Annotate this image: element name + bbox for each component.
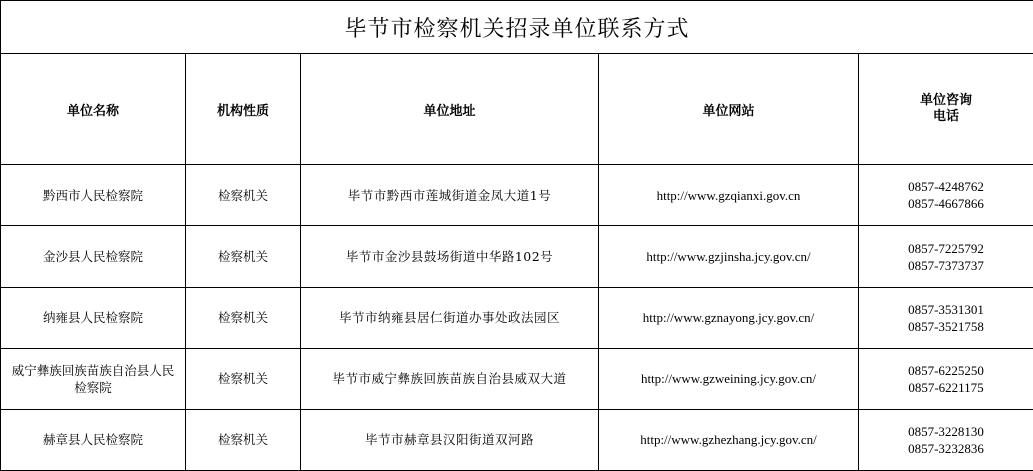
header-address: 单位地址 bbox=[301, 54, 599, 165]
table-row bbox=[1, 226, 1033, 287]
address-cell: 毕节市黔西市莲城街道金凤大道1号 bbox=[301, 165, 599, 226]
phone-cell bbox=[859, 287, 1033, 348]
phone-number: 0857-4667866 bbox=[908, 196, 984, 212]
phone-cell bbox=[859, 348, 1033, 409]
table-row bbox=[1, 287, 1033, 348]
address-cell: 毕节市纳雍县居仁街道办事处政法园区 bbox=[301, 287, 599, 348]
phone-number: 0857-4248762 bbox=[908, 179, 984, 195]
unit-name-cell: 威宁彝族回族苗族自治县人民检察院 bbox=[1, 348, 186, 409]
unit-name-cell: 金沙县人民检察院 bbox=[1, 226, 186, 287]
phone-number: 0857-3521758 bbox=[908, 318, 984, 334]
org-type-cell: 检察机关 bbox=[186, 409, 301, 470]
phone-number: 0857-3232836 bbox=[908, 440, 984, 456]
unit-name-cell: 黔西市人民检察院 bbox=[1, 165, 186, 226]
phone-number: 0857-7373737 bbox=[908, 257, 984, 273]
table-row bbox=[1, 348, 1033, 409]
address-cell: 毕节市威宁彝族回族苗族自治县威双大道 bbox=[301, 348, 599, 409]
phone-number: 0857-6225250 bbox=[908, 362, 984, 378]
address-cell: 毕节市赫章县汉阳街道双河路 bbox=[301, 409, 599, 470]
phone-number: 0857-3228130 bbox=[908, 423, 984, 439]
org-type-cell: 检察机关 bbox=[186, 287, 301, 348]
phone-cell bbox=[859, 409, 1033, 470]
header-org-type: 机构性质 bbox=[186, 54, 301, 165]
table-title: 毕节市检察机关招录单位联系方式 bbox=[1, 1, 1033, 54]
table-row bbox=[1, 409, 1033, 470]
org-type-cell: 检察机关 bbox=[186, 348, 301, 409]
title-row bbox=[1, 1, 1033, 54]
phone-number: 0857-6221175 bbox=[908, 379, 984, 395]
header-phone-line2: 电话 bbox=[933, 109, 960, 125]
address-cell: 毕节市金沙县鼓场街道中华路102号 bbox=[301, 226, 599, 287]
phone-number: 0857-7225792 bbox=[908, 240, 984, 256]
org-type-cell: 检察机关 bbox=[186, 165, 301, 226]
unit-name-cell: 赫章县人民检察院 bbox=[1, 409, 186, 470]
header-phone bbox=[859, 54, 1033, 165]
header-website: 单位网站 bbox=[599, 54, 859, 165]
website-cell: http://www.gzhezhang.jcy.gov.cn/ bbox=[599, 409, 859, 470]
phone-cell bbox=[859, 226, 1033, 287]
org-type-cell: 检察机关 bbox=[186, 226, 301, 287]
header-phone-line1: 单位咨询 bbox=[920, 93, 973, 109]
website-cell: http://www.gzjinsha.jcy.gov.cn/ bbox=[599, 226, 859, 287]
phone-number: 0857-3531301 bbox=[908, 301, 984, 317]
header-row bbox=[1, 54, 1033, 165]
table-row bbox=[1, 165, 1033, 226]
header-unit-name: 单位名称 bbox=[1, 54, 186, 165]
website-cell: http://www.gznayong.jcy.gov.cn/ bbox=[599, 287, 859, 348]
website-cell: http://www.gzweining.jcy.gov.cn/ bbox=[599, 348, 859, 409]
phone-cell bbox=[859, 165, 1033, 226]
unit-name-cell: 纳雍县人民检察院 bbox=[1, 287, 186, 348]
website-cell: http://www.gzqianxi.gov.cn bbox=[599, 165, 859, 226]
